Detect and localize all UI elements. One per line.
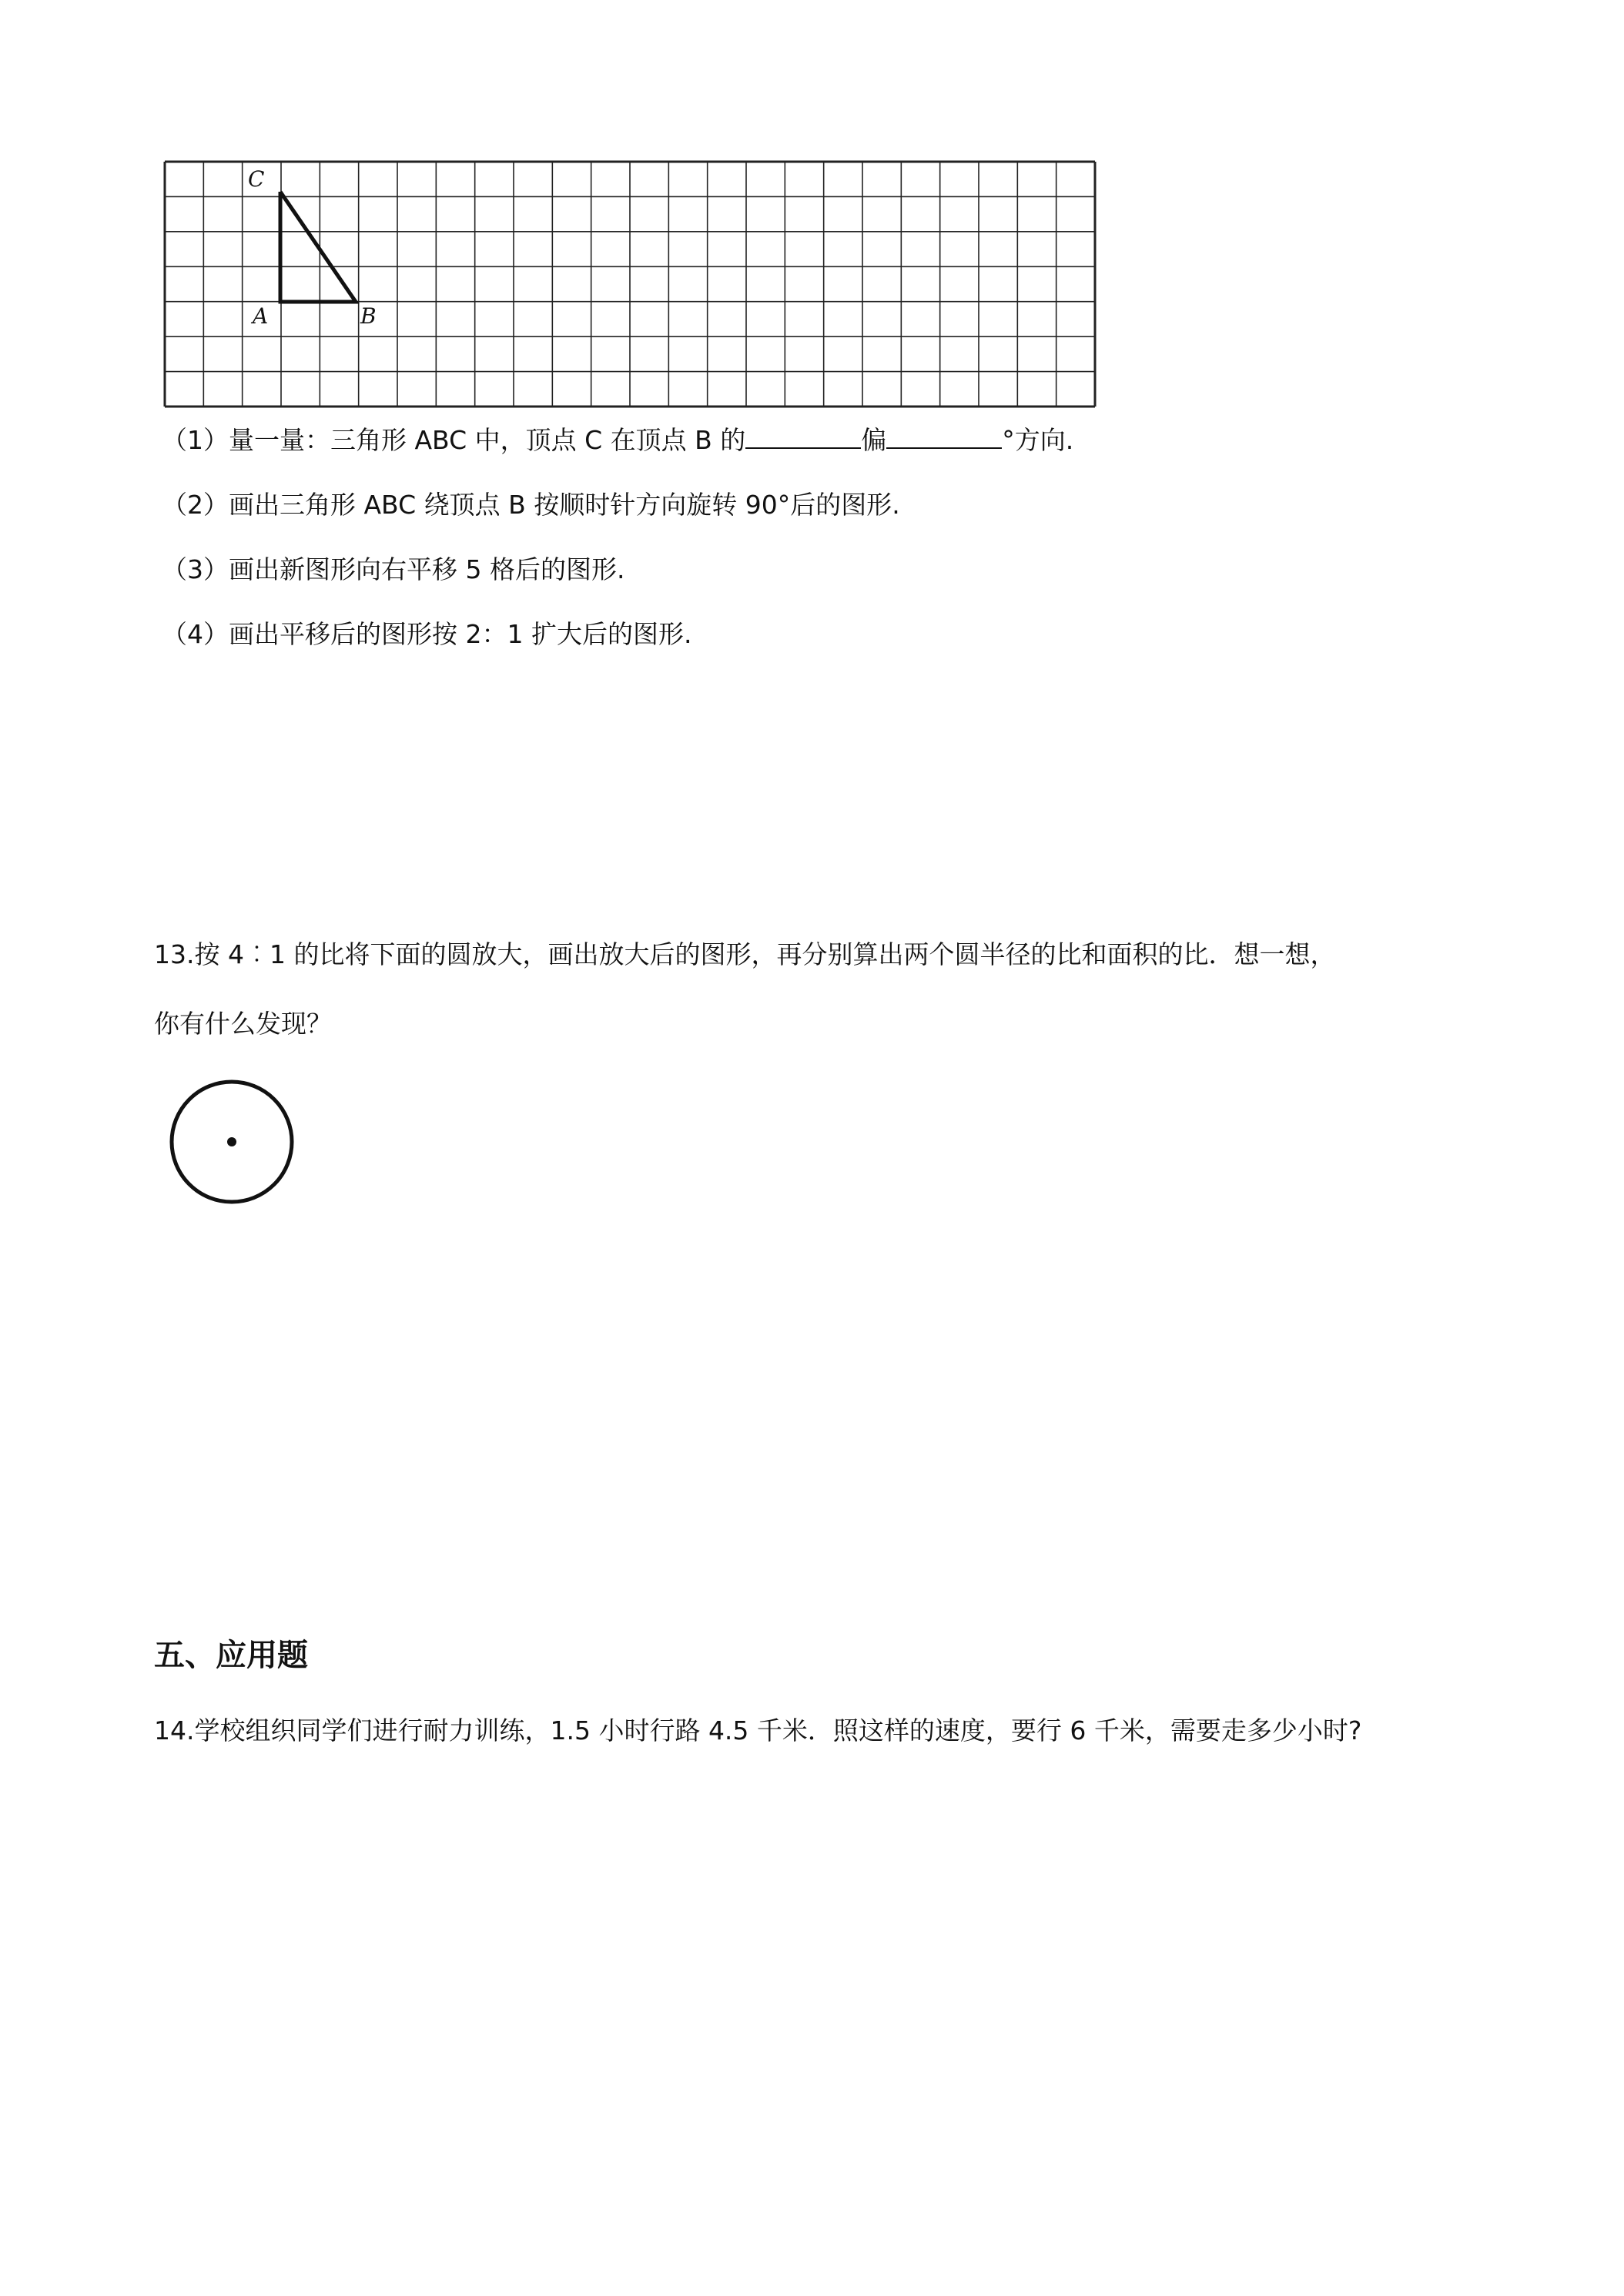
q14-text: 14.学校组织同学们进行耐力训练，1.5 小时行路 4.5 千米．照这样的速度，要行 6 千米，需要走多少小时? [154, 1715, 1362, 1745]
section-title: 五、应用题 [154, 1638, 308, 1673]
q12-part4: （4）画出平移后的图形按 2：1 扩大后的图形. [162, 619, 692, 649]
q13-line2: 你有什么发现？ [154, 1009, 332, 1039]
circle-figure [168, 1078, 296, 1206]
circle-center-dot [227, 1137, 236, 1146]
q12-part1-prefix: （1）量一量：三角形 ABC 中，顶点 C 在顶点 B 的 [162, 425, 746, 455]
grid-figure [162, 159, 1101, 413]
label-c: C [248, 166, 265, 192]
blank-angle[interactable] [886, 424, 1002, 449]
q12-part1-suffix: °方向. [1002, 425, 1074, 455]
triangle-abc [280, 192, 356, 302]
q12-part3: （3）画出新图形向右平移 5 格后的图形. [162, 554, 625, 584]
label-b: B [360, 303, 377, 329]
grid-lines [165, 162, 1095, 407]
blank-direction[interactable] [745, 424, 861, 449]
q12-part1 [162, 423, 1073, 457]
q13-line1: 13.按 4︰1 的比将下面的圆放大，画出放大后的图形，再分别算出两个圆半径的比和面积的比．想一想， [154, 939, 1336, 969]
circle-svg [168, 1078, 296, 1206]
q12-part2: （2）画出三角形 ABC 绕顶点 B 按顺时针方向旋转 90°后的图形. [162, 490, 900, 520]
grid-svg [162, 159, 1101, 413]
label-a: A [253, 303, 269, 329]
q12-part1-mid: 偏 [861, 425, 887, 455]
